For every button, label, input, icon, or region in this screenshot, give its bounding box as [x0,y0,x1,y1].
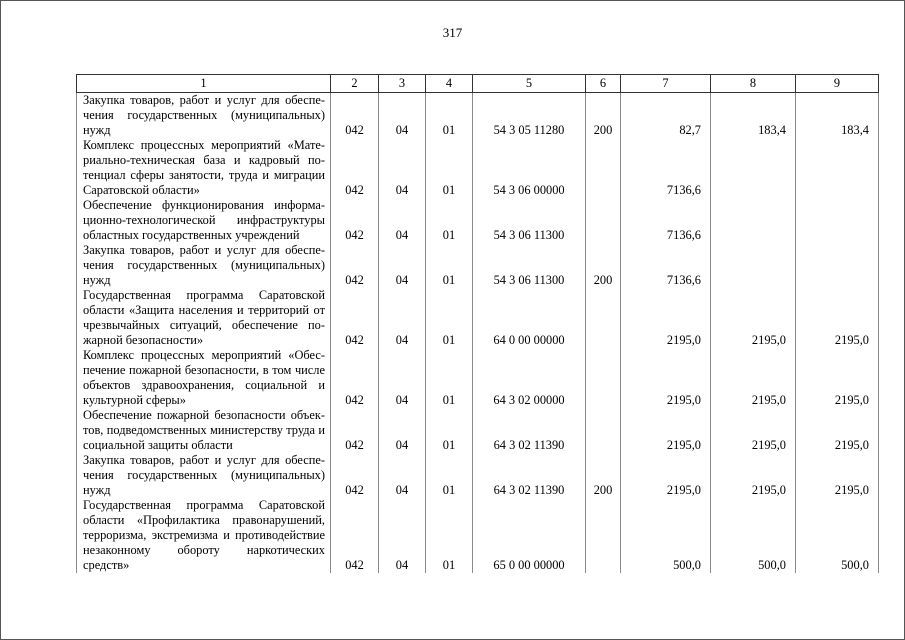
amount-year1-cell: 500,0 [621,498,711,573]
expense-name: Государственная программа Саратовской области «Профилактика правонарушений, терроризма, экстремизма и противодействие незаконному обороту наркотических средств» [83,498,325,572]
grbs-code-cell: 042 [331,348,379,408]
amount-year2-cell: 2195,0 [711,453,796,498]
expense-type-code-cell [586,138,621,198]
expense-name-cell [76,408,331,453]
column-header: 1 [76,75,331,92]
amount-year3-cell: 183,4 [796,93,879,138]
amount-year1-cell: 2195,0 [621,408,711,453]
table-header-row [76,74,879,93]
section-code-cell: 04 [379,138,426,198]
target-article-code-cell: 64 3 02 00000 [473,348,586,408]
section-code-cell: 04 [379,453,426,498]
section-code-cell: 04 [379,243,426,288]
expense-name: Обеспечение пожарной безопасности объектов, подведомственных министерству труда и социальной защиты области [83,408,325,452]
expense-name: Закупка товаров, работ и услуг для обеспечения государственных (муниципальных) нужд [83,453,325,497]
subsection-code-cell: 01 [426,348,473,408]
expense-name: Комплекс процессных мероприятий «Материально-техническая база и кадровый потенциал сферы занятости, труда и миграции Саратовской области» [83,138,325,197]
target-article-code-cell: 64 3 02 11390 [473,408,586,453]
subsection-code-cell: 01 [426,498,473,573]
target-article-code-cell: 54 3 06 11300 [473,243,586,288]
table-body [76,93,879,573]
column-header: 3 [379,75,426,92]
subsection-code-cell: 01 [426,93,473,138]
section-code-cell: 04 [379,348,426,408]
expense-name: Обеспечение функционирования информационно-технологической инфраструктуры областных государственных учреждений [83,198,325,242]
table-row [76,93,879,138]
subsection-code-cell: 01 [426,453,473,498]
expense-name: Закупка товаров, работ и услуг для обеспечения государственных (муниципальных) нужд [83,243,325,287]
grbs-code-cell: 042 [331,288,379,348]
amount-year1-cell: 2195,0 [621,453,711,498]
expense-type-code-cell [586,498,621,573]
grbs-code-cell: 042 [331,93,379,138]
budget-table [76,74,879,573]
grbs-code-cell: 042 [331,198,379,243]
amount-year2-cell [711,198,796,243]
table-row [76,408,879,453]
amount-year3-cell: 2195,0 [796,453,879,498]
amount-year1-cell: 2195,0 [621,348,711,408]
grbs-code-cell: 042 [331,408,379,453]
amount-year1-cell: 7136,6 [621,198,711,243]
amount-year2-cell: 2195,0 [711,288,796,348]
column-header: 2 [331,75,379,92]
grbs-code-cell: 042 [331,498,379,573]
amount-year2-cell: 500,0 [711,498,796,573]
table-row [76,198,879,243]
table-row [76,498,879,573]
expense-name-cell [76,198,331,243]
expense-name-cell [76,453,331,498]
expense-type-code-cell [586,198,621,243]
amount-year2-cell [711,243,796,288]
section-code-cell: 04 [379,498,426,573]
amount-year1-cell: 82,7 [621,93,711,138]
grbs-code-cell: 042 [331,243,379,288]
expense-type-code-cell: 200 [586,243,621,288]
expense-name: Закупка товаров, работ и услуг для обеспечения государственных (муниципальных) нужд [83,93,325,137]
table-row [76,453,879,498]
subsection-code-cell: 01 [426,198,473,243]
amount-year2-cell: 2195,0 [711,348,796,408]
amount-year1-cell: 7136,6 [621,138,711,198]
table-row [76,288,879,348]
grbs-code-cell: 042 [331,138,379,198]
amount-year2-cell: 2195,0 [711,408,796,453]
amount-year3-cell: 500,0 [796,498,879,573]
column-header: 6 [586,75,621,92]
section-code-cell: 04 [379,408,426,453]
amount-year2-cell [711,138,796,198]
expense-name: Комплекс процессных мероприятий «Обеспечение пожарной безопасности, в том числе объектов здравоохранения, социальной и культурной сферы» [83,348,325,407]
amount-year3-cell: 2195,0 [796,288,879,348]
section-code-cell: 04 [379,288,426,348]
column-header: 5 [473,75,586,92]
subsection-code-cell: 01 [426,243,473,288]
expense-name-cell [76,498,331,573]
column-header: 8 [711,75,796,92]
expense-type-code-cell [586,288,621,348]
amount-year3-cell [796,138,879,198]
grbs-code-cell: 042 [331,453,379,498]
expense-name-cell [76,138,331,198]
amount-year2-cell: 183,4 [711,93,796,138]
amount-year3-cell: 2195,0 [796,348,879,408]
amount-year3-cell [796,198,879,243]
column-header: 9 [796,75,879,92]
expense-type-code-cell [586,348,621,408]
target-article-code-cell: 65 0 00 00000 [473,498,586,573]
column-header: 7 [621,75,711,92]
expense-type-code-cell: 200 [586,453,621,498]
expense-name: Государственная программа Саратовской области «Защита населения и территорий от чрезвычайных ситуаций, обеспечение пожарной безопасности» [83,288,325,347]
amount-year1-cell: 7136,6 [621,243,711,288]
target-article-code-cell: 64 3 02 11390 [473,453,586,498]
subsection-code-cell: 01 [426,138,473,198]
section-code-cell: 04 [379,93,426,138]
table-row [76,243,879,288]
target-article-code-cell: 54 3 06 00000 [473,138,586,198]
page-number: 317 [442,25,463,40]
expense-name-cell [76,243,331,288]
expense-name-cell [76,93,331,138]
target-article-code-cell: 64 0 00 00000 [473,288,586,348]
target-article-code-cell: 54 3 06 11300 [473,198,586,243]
column-header: 4 [426,75,473,92]
expense-type-code-cell: 200 [586,93,621,138]
expense-name-cell [76,348,331,408]
target-article-code-cell: 54 3 05 11280 [473,93,586,138]
table-row [76,138,879,198]
section-code-cell: 04 [379,198,426,243]
table-row [76,348,879,408]
subsection-code-cell: 01 [426,288,473,348]
subsection-code-cell: 01 [426,408,473,453]
expense-type-code-cell [586,408,621,453]
expense-name-cell [76,288,331,348]
amount-year1-cell: 2195,0 [621,288,711,348]
amount-year3-cell: 2195,0 [796,408,879,453]
amount-year3-cell [796,243,879,288]
